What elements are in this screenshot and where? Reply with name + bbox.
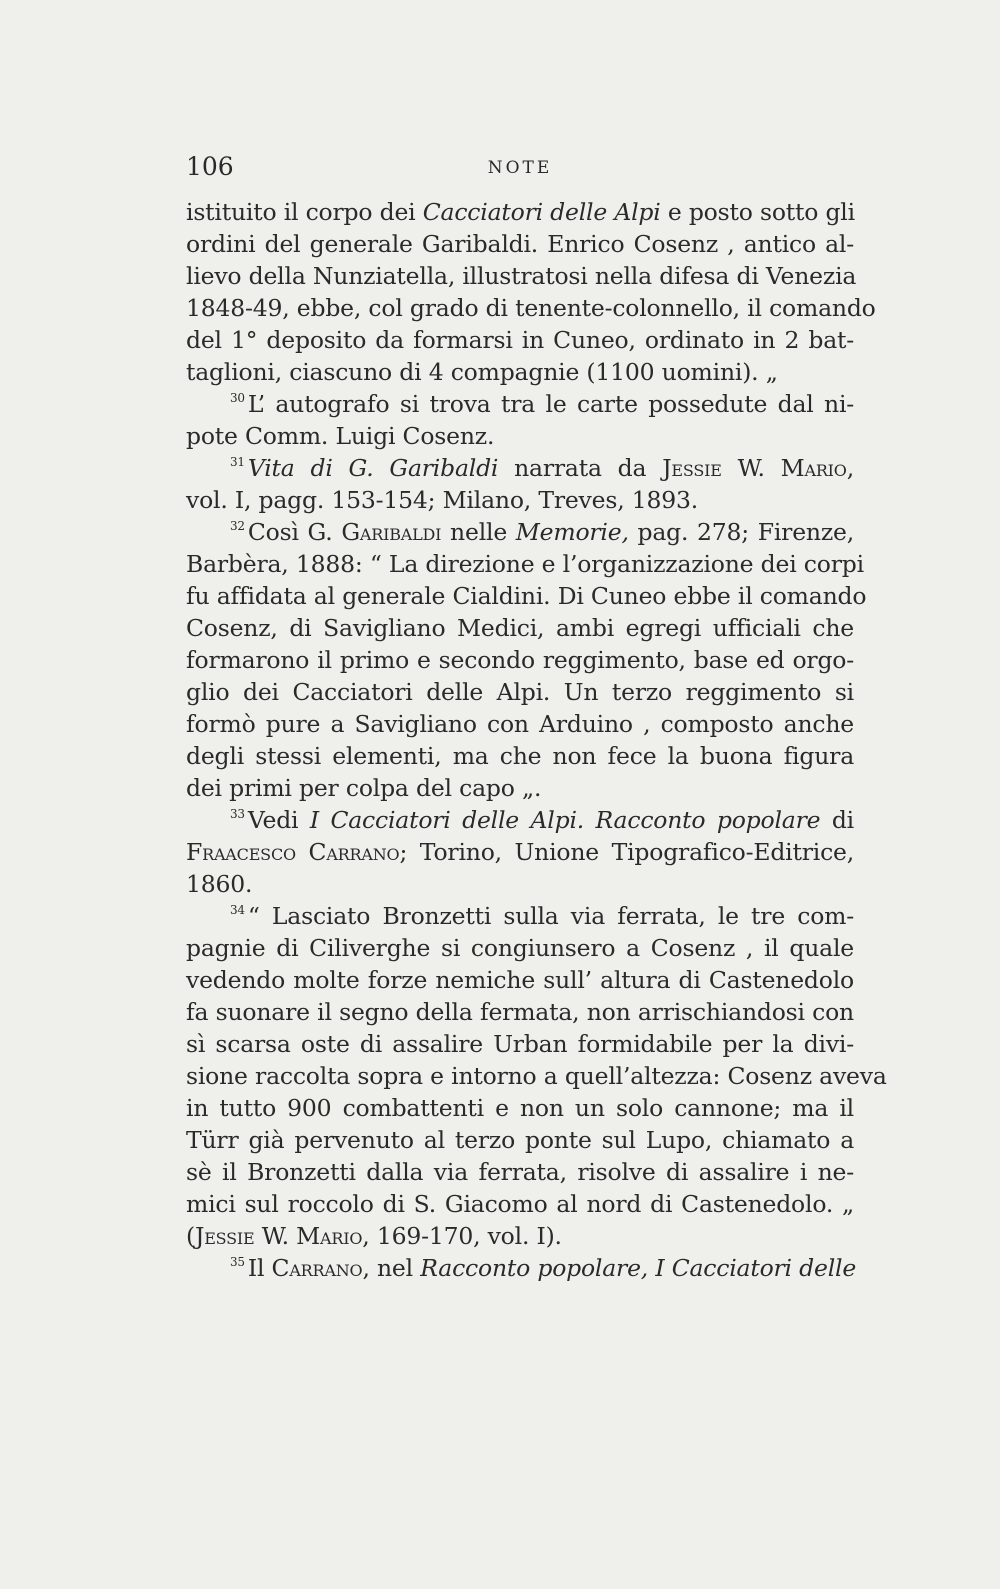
text-line	[186, 420, 854, 452]
page-number: 106	[186, 152, 234, 181]
text-segment: sì scarsa oste di assalire Urban formidabile per la divi-	[186, 1030, 854, 1058]
running-head: NOTE	[487, 158, 553, 178]
text-line	[186, 1060, 887, 1092]
text-line	[186, 356, 854, 388]
text-segment: sione raccolta sopra e intorno a quell’altezza: Cosenz aveva	[186, 1062, 887, 1090]
text-segment: 1848-49, ebbe, col grado di tenente-colonnello, il comando	[186, 294, 876, 322]
text-line	[186, 1092, 854, 1124]
text-segment: vedendo molte forze nemiche sull’ altura di Castenedolo	[186, 966, 854, 994]
text-segment: , 169-170, vol. I).	[362, 1222, 562, 1250]
footnote-number: 31	[230, 455, 245, 469]
text-segment: Mario	[296, 1222, 363, 1250]
text-segment: e posto sotto gli	[660, 198, 855, 226]
text-line	[186, 644, 854, 676]
page-header	[186, 152, 854, 186]
text-line	[186, 836, 854, 868]
text-segment: Cacciatori delle Alpi	[422, 198, 661, 226]
text-segment: 1860.	[186, 870, 253, 898]
text-segment: Garibaldi	[341, 518, 442, 546]
text-segment: formarono il primo e secondo reggimento, base ed orgo-	[186, 646, 854, 674]
footnote-number: 30	[230, 391, 245, 405]
text-line	[186, 324, 854, 356]
text-segment: Jessie	[194, 1222, 255, 1250]
text-segment: di	[820, 806, 854, 834]
text-line	[186, 996, 854, 1028]
text-segment: istituito il corpo dei	[186, 198, 423, 226]
text-segment: Vedi	[247, 806, 310, 834]
text-segment: Türr già pervenuto al terzo ponte sul Lupo, chiamato a	[186, 1126, 854, 1154]
text-segment: del 1° deposito da formarsi in Cuneo, ordinato in 2 bat-	[186, 326, 854, 354]
text-segment: fa suonare il segno della fermata, non arrischiandosi con	[186, 998, 854, 1026]
text-line	[186, 868, 854, 900]
text-segment: Così G.	[247, 518, 342, 546]
text-line	[186, 964, 854, 996]
text-line	[186, 388, 854, 420]
text-segment: Cosenz, di Savigliano Medici, ambi egregi ufficiali che	[186, 614, 854, 642]
text-line	[186, 1252, 857, 1284]
text-segment: nelle	[441, 518, 516, 546]
text-line	[186, 804, 854, 836]
text-segment: taglioni, ciascuno di 4 compagnie (1100 uomini). „	[186, 358, 778, 386]
text-segment: I Cacciatori delle Alpi. Racconto popolare	[309, 806, 821, 834]
text-line	[186, 484, 854, 516]
text-segment: L’ autografo si trova tra le carte possedute dal ni-	[247, 390, 854, 418]
text-segment: ordini del generale Garibaldi. Enrico Cosenz , antico al-	[186, 230, 854, 258]
text-segment: Fraacesco Carrano	[186, 838, 400, 866]
text-line	[186, 452, 854, 484]
footnote-number: 33	[230, 807, 245, 821]
text-line	[186, 196, 854, 228]
text-line	[186, 1188, 854, 1220]
text-line	[186, 740, 854, 772]
text-segment: (	[186, 1222, 195, 1250]
text-segment: Racconto popolare, I Cacciatori delle	[420, 1254, 857, 1282]
text-segment: Jessie	[662, 454, 722, 482]
footnote-number: 35	[230, 1255, 245, 1269]
text-line	[186, 676, 854, 708]
text-segment: pagnie di Ciliverghe si congiunsero a Cosenz , il quale	[186, 934, 854, 962]
text-line	[186, 708, 854, 740]
text-line	[186, 548, 864, 580]
text-line	[186, 932, 854, 964]
text-line	[186, 228, 854, 260]
text-segment: Barbèra, 1888: “ La direzione e l’organizzazione dei corpi	[186, 550, 864, 578]
text-segment: “ Lasciato Bronzetti sulla via ferrata, le tre com-	[247, 902, 854, 930]
text-segment: vol. I, pagg. 153-154; Milano, Treves, 1893.	[186, 486, 699, 514]
text-line	[186, 612, 854, 644]
text-line	[186, 1124, 854, 1156]
footnote-number: 34	[230, 903, 245, 917]
text-segment: W.	[721, 454, 781, 482]
text-segment: Vita di G. Garibaldi	[247, 454, 499, 482]
text-segment: lievo della Nunziatella, illustratosi nella difesa di Venezia	[186, 262, 857, 290]
text-segment: sè il Bronzetti dalla via ferrata, risolve di assalire i ne-	[186, 1158, 854, 1186]
text-line	[186, 260, 857, 292]
text-line	[186, 1028, 854, 1060]
footnote-number: 32	[230, 519, 245, 533]
text-segment: formò pure a Savigliano con Arduino , composto anche	[186, 710, 854, 738]
text-segment: Mario	[780, 454, 847, 482]
text-segment: dei primi per colpa del capo „.	[186, 774, 542, 802]
text-line	[186, 1156, 854, 1188]
text-segment: Il	[247, 1254, 272, 1282]
text-segment: narrata da	[498, 454, 663, 482]
text-line	[186, 1220, 854, 1252]
text-segment: W.	[254, 1222, 297, 1250]
text-line	[186, 900, 854, 932]
text-line	[186, 580, 867, 612]
text-segment: degli stessi elementi, ma che non fece la buona figura	[186, 742, 854, 770]
text-segment: in tutto 900 combattenti e non un solo cannone; ma il	[186, 1094, 854, 1122]
text-segment: fu affidata al generale Cialdini. Di Cuneo ebbe il comando	[186, 582, 867, 610]
text-line	[186, 292, 876, 324]
text-segment: pote Comm. Luigi Cosenz.	[186, 422, 495, 450]
text-segment: glio dei Cacciatori delle Alpi. Un terzo reggimento si	[186, 678, 854, 706]
text-segment: Carrano	[271, 1254, 363, 1282]
text-segment: , nel	[362, 1254, 421, 1282]
text-segment: Memorie,	[515, 518, 629, 546]
text-line	[186, 772, 854, 804]
text-segment: ; Torino, Unione Tipografico-Editrice,	[399, 838, 855, 866]
text-segment: mici sul roccolo di S. Giacomo al nord di Castenedolo. „	[186, 1190, 854, 1218]
text-segment: pag. 278; Firenze,	[628, 518, 854, 546]
notes-body	[186, 196, 887, 1284]
text-segment: ,	[846, 454, 854, 482]
text-line	[186, 516, 854, 548]
